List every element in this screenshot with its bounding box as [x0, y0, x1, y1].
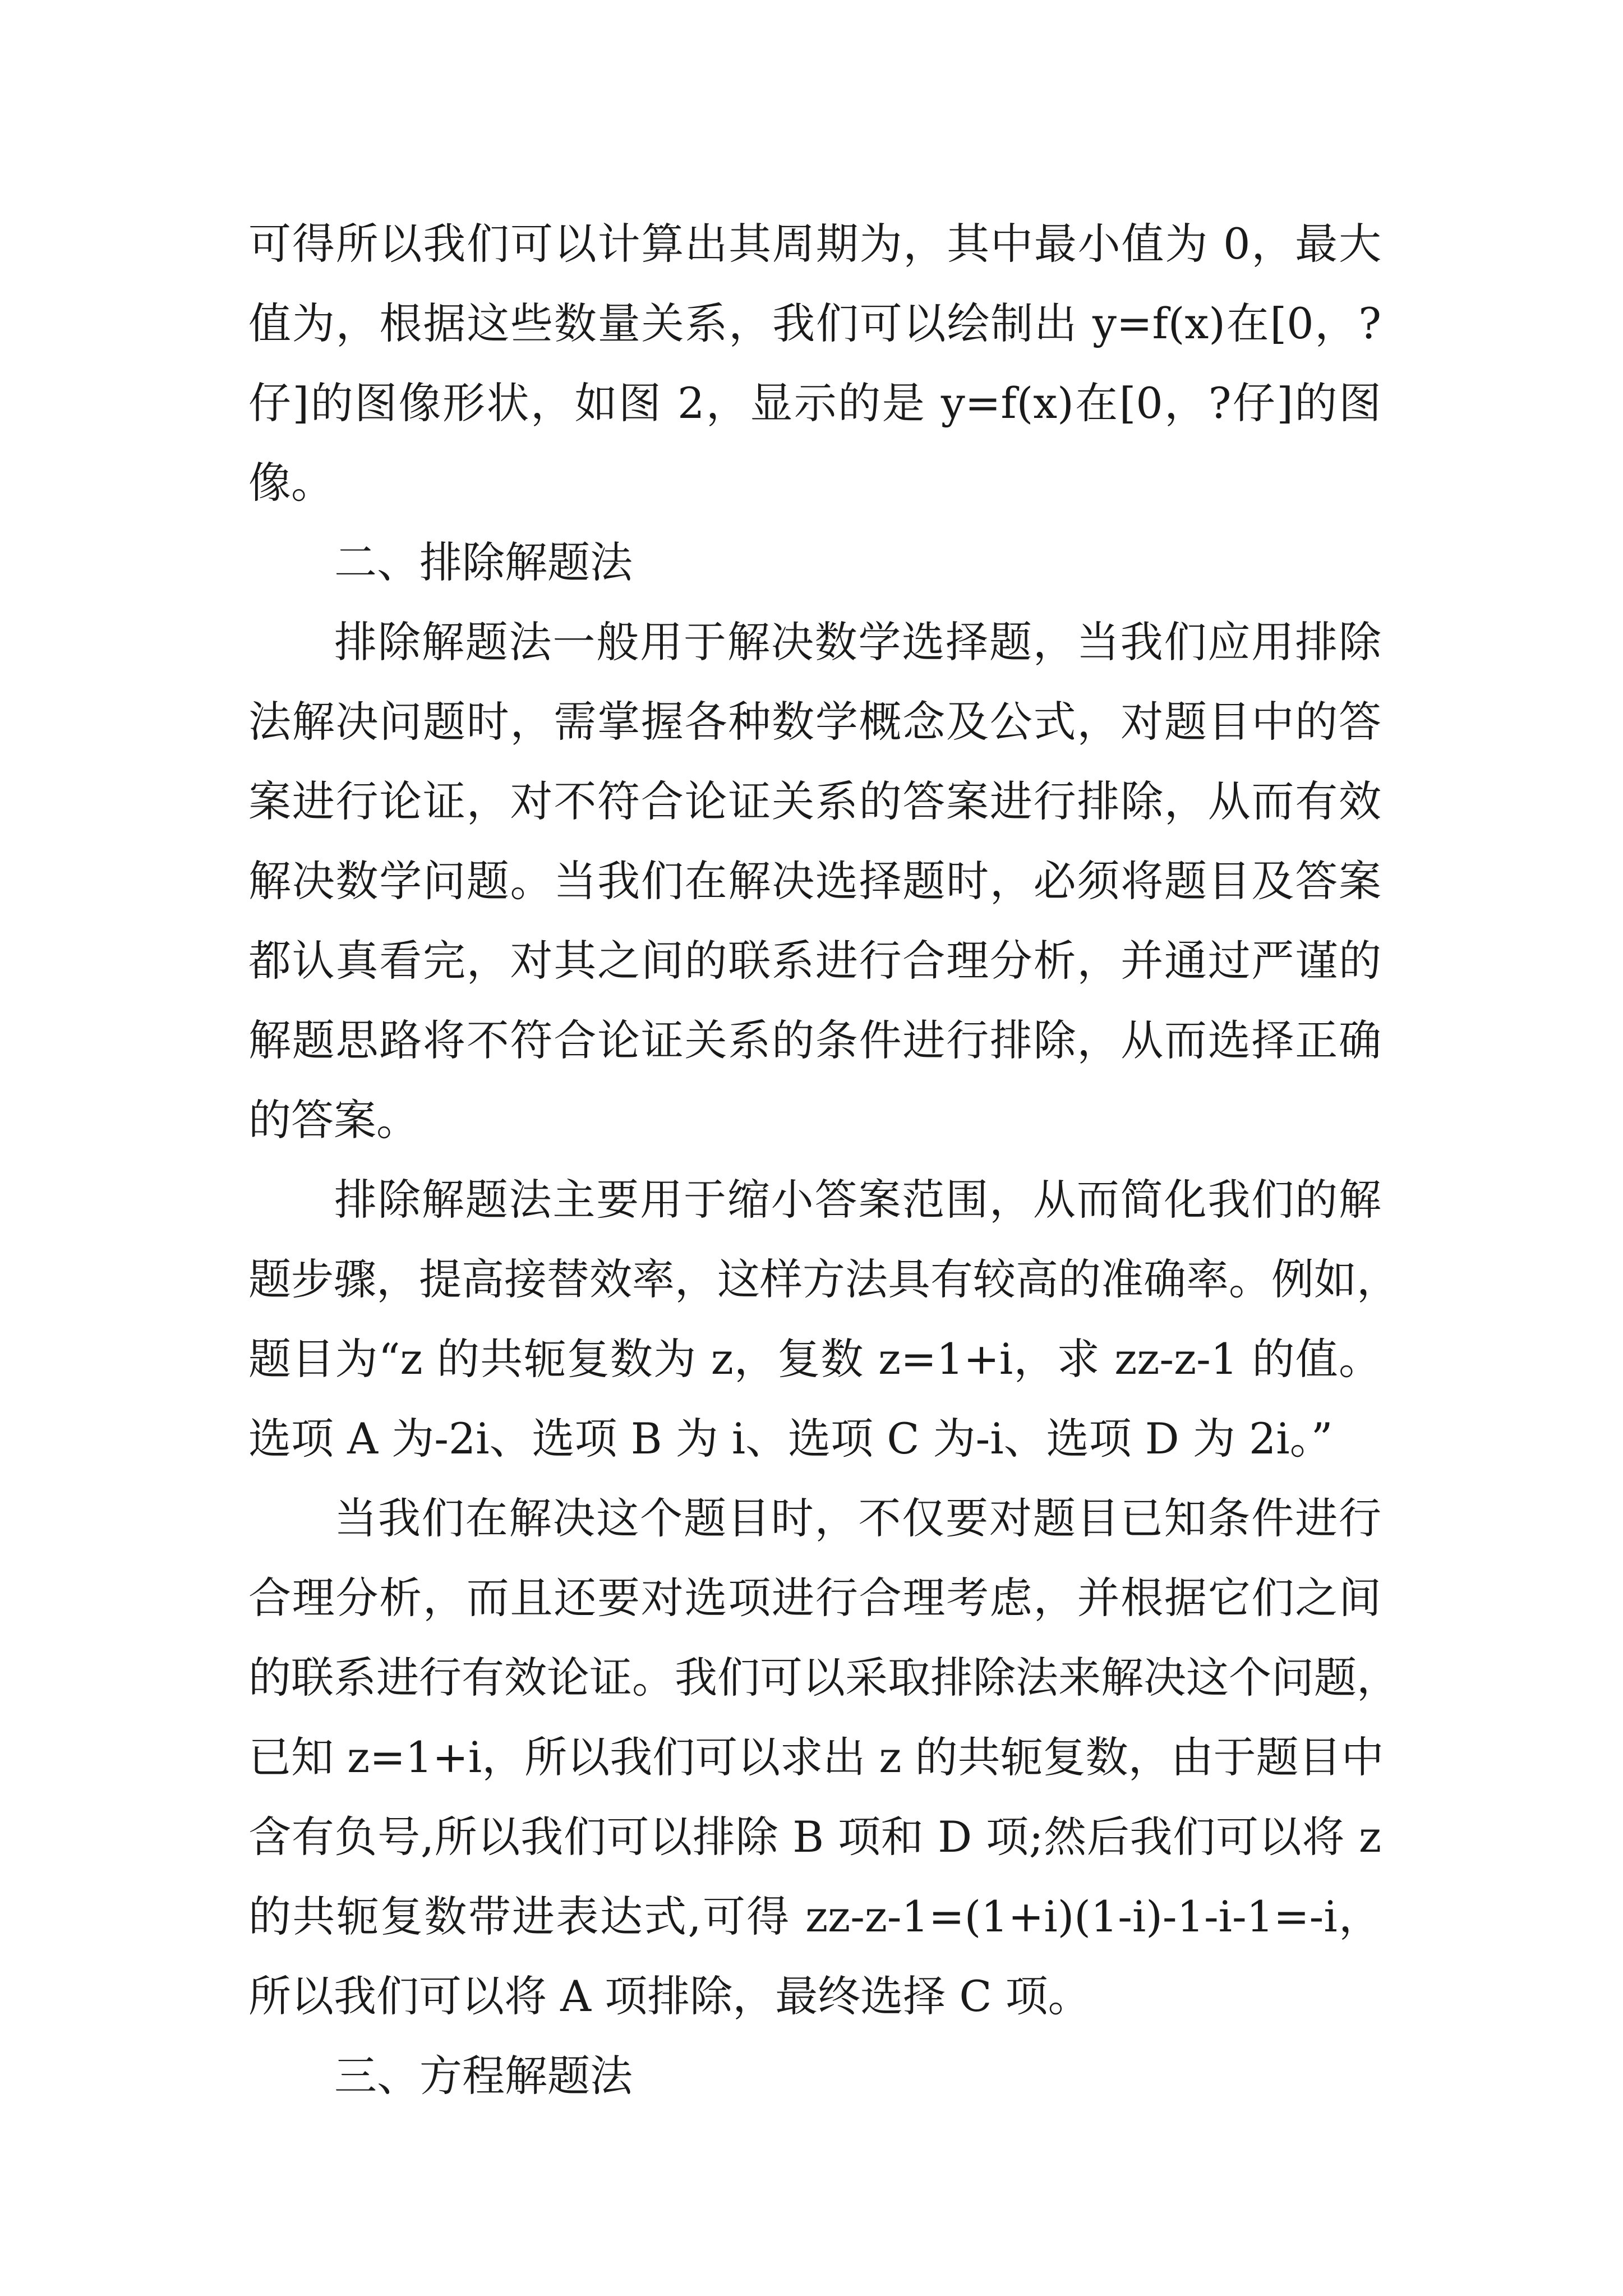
text-line: 可得所以我们可以计算出其周期为，其中最小值为 0，最大	[248, 219, 1381, 269]
text-line: 像。	[248, 458, 334, 508]
text-line: 排除解题法主要用于缩小答案范围，从而简化我们的解	[334, 1175, 1381, 1225]
section-heading: 二、排除解题法	[334, 537, 633, 587]
text-line: 选项 A 为-2i、选项 B 为 i、选项 C 为-i、选项 D 为 2i。”	[248, 1414, 1333, 1464]
text-line: 题目为“z 的共轭复数为 z，复数 z=1+i，求 zz-z-1 的值。	[248, 1334, 1381, 1384]
text-line: 所以我们可以将 A 项排除，最终选择 C 项。	[248, 1971, 1091, 2021]
text-line: 的联系进行有效论证。我们可以采取排除法来解决这个问题，	[248, 1653, 1399, 1703]
text-line: 仔]的图像形状，如图 2，显示的是 y=f(x)在[0，?仔]的图	[248, 378, 1381, 428]
text-line: 值为，根据这些数量关系，我们可以绘制出 y=f(x)在[0，?	[248, 298, 1381, 348]
text-line: 含有负号,所以我们可以排除 B 项和 D 项;然后我们可以将 z	[248, 1812, 1381, 1862]
text-line: 的答案。	[248, 1095, 419, 1145]
text-line: 的共轭复数带进表达式,可得 zz-z-1=(1+i)(1-i)-1-i-1=-i，	[248, 1892, 1381, 1941]
text-line: 解题思路将不符合论证关系的条件进行排除，从而选择正确	[248, 1015, 1381, 1065]
text-line: 法解决问题时，需掌握各种数学概念及公式，对题目中的答	[248, 697, 1381, 747]
text-line: 当我们在解决这个题目时，不仅要对题目已知条件进行	[334, 1493, 1381, 1543]
text-line: 都认真看完，对其之间的联系进行合理分析，并通过严谨的	[248, 936, 1381, 986]
text-line: 合理分析，而且还要对选项进行合理考虑，并根据它们之间	[248, 1573, 1381, 1623]
text-line: 题步骤，提高接替效率，这样方法具有较高的准确率。例如，	[248, 1254, 1399, 1304]
section-heading: 三、方程解题法	[334, 2051, 633, 2101]
text-line: 案进行论证，对不符合论证关系的答案进行排除，从而有效	[248, 776, 1381, 826]
text-line: 解决数学问题。当我们在解决选择题时，必须将题目及答案	[248, 856, 1381, 906]
text-line: 排除解题法一般用于解决数学选择题，当我们应用排除	[334, 617, 1381, 667]
text-line: 已知 z=1+i，所以我们可以求出 z 的共轭复数，由于题目中	[248, 1732, 1384, 1782]
